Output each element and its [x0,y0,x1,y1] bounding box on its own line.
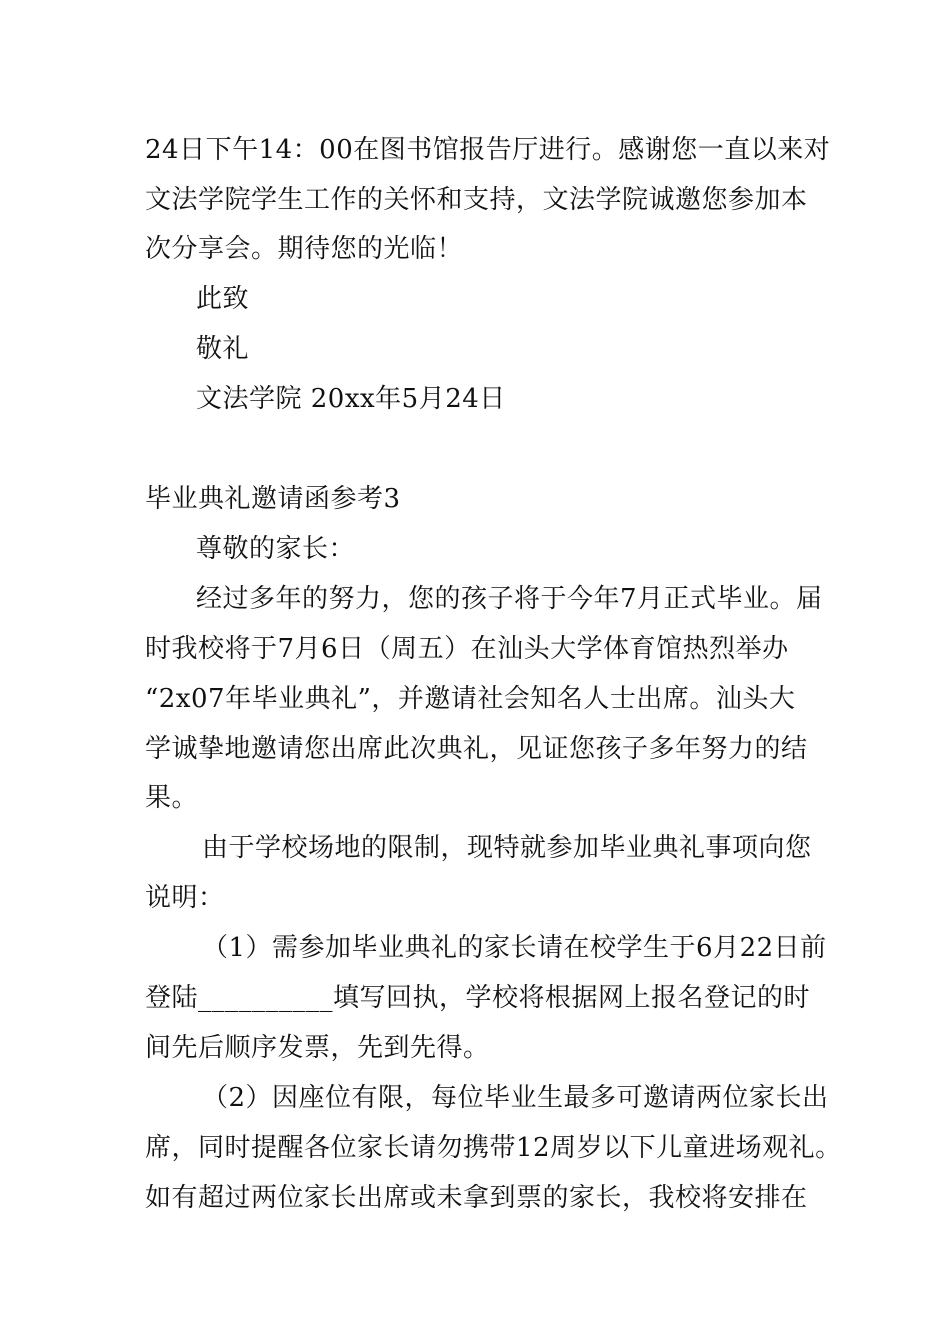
list-item-2: （2）因座位有限，每位毕业生最多可邀请两位家长出 [202,1083,829,1113]
paragraph-line: 如有超过两位家长出席或未拿到票的家长，我校将安排在 [145,1183,808,1213]
paragraph-line: 说明： [145,883,225,913]
paragraph-line: 由于学校场地的限制，现特就参加毕业典礼事项向您 [202,833,812,863]
signature-date: 文法学院 20xx年5月24日 [196,384,506,414]
paragraph-line: 席，同时提醒各位家长请勿携带12周岁以下儿童进场观礼。 [145,1133,842,1163]
paragraph-line: “2x07年毕业典礼”，并邀请社会知名人士出席。汕头大 [145,684,796,714]
paragraph-line: 登陆__________填写回执，学校将根据网上报名登记的时 [145,983,811,1013]
greeting: 尊敬的家长： [196,534,356,564]
paragraph-line: 次分享会。期待您的光临！ [145,234,464,264]
closing-salutation: 此致 [196,284,250,314]
list-item-1: （1）需参加毕业典礼的家长请在校学生于6月22日前 [202,933,827,963]
closing-regards: 敬礼 [196,334,250,364]
paragraph-line: 时我校将于7月6日（周五）在汕头大学体育馆热烈举办 [145,634,789,664]
section-title: 毕业典礼邀请函参考3 [145,484,401,514]
paragraph-line: 24日下午14：00在图书馆报告厅进行。感谢您一直以来对 [145,135,831,165]
paragraph-line: 文法学院学生工作的关怀和支持，文法学院诚邀您参加本 [145,185,808,215]
paragraph-line: 间先后顺序发票，先到先得。 [145,1033,490,1063]
paragraph-line: 经过多年的努力，您的孩子将于今年7月正式毕业。届 [196,584,823,614]
paragraph-line: 学诚挚地邀请您出席此次典礼，见证您孩子多年努力的结 [145,734,808,764]
paragraph-line: 果。 [145,783,199,813]
